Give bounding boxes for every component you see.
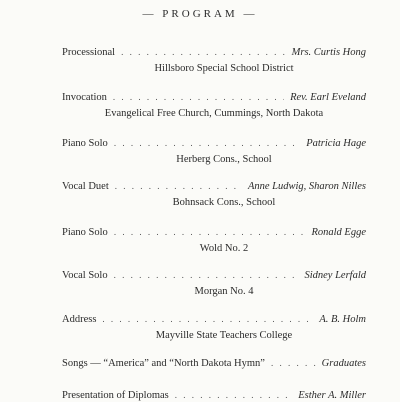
leader-dots (114, 226, 306, 239)
program-entry-diplomas (62, 389, 366, 402)
entry-performer: Anne Ludwig, Sharon Nilles (247, 181, 366, 192)
program-entry-invocation (62, 91, 366, 120)
program-entry-address (62, 313, 366, 342)
leader-dots (175, 389, 293, 402)
entry-performer: Sidney Lerfald (304, 270, 366, 281)
entry-label: Invocation (62, 92, 107, 103)
leader-dots (271, 357, 316, 370)
entry-affiliation: Hillsboro Special School District (154, 63, 294, 74)
program-entry-piano-solo-1 (62, 137, 366, 166)
program-entry-vocal-solo (62, 269, 366, 298)
entry-affiliation: Herberg Cons., School (176, 154, 272, 165)
entry-performer: Mrs. Curtis Hong (291, 47, 366, 58)
entry-label: Presentation of Diplomas (62, 390, 169, 401)
leader-dots (115, 180, 242, 193)
entry-performer: A. B. Holm (319, 314, 366, 325)
leader-dots (113, 91, 284, 104)
entry-label: Piano Solo (62, 138, 108, 149)
entry-label: Address (62, 314, 97, 325)
page-title: — PROGRAM — (142, 8, 258, 20)
entry-label: Vocal Duet (62, 181, 109, 192)
entry-performer: Patricia Hage (306, 138, 366, 149)
program-entry-vocal-duet (62, 180, 366, 209)
entry-affiliation: Wold No. 2 (199, 243, 249, 254)
entry-affiliation: Bohnsack Cons., School (172, 197, 276, 208)
leader-dots (114, 269, 299, 282)
leader-dots (114, 137, 300, 150)
entry-affiliation: Mayville State Teachers College (155, 330, 293, 341)
entry-performer: Ronald Egge (311, 227, 366, 238)
entry-label: Songs — “America” and “North Dakota Hymn” (62, 358, 265, 369)
entry-performer: Esther A. Miller (298, 390, 366, 401)
leader-dots (102, 313, 313, 326)
entry-label: Vocal Solo (62, 270, 108, 281)
entry-performer: Rev. Earl Eveland (290, 92, 366, 103)
program-entry-songs (62, 357, 366, 370)
program-entry-piano-solo-2 (62, 226, 366, 255)
entry-affiliation: Evangelical Free Church, Cummings, North Dakota (104, 108, 324, 119)
leader-dots (121, 46, 286, 59)
entry-affiliation: Morgan No. 4 (194, 286, 254, 297)
entry-label: Processional (62, 47, 116, 58)
program-entry-processional (62, 46, 366, 75)
entry-label: Piano Solo (62, 227, 108, 238)
entry-performer: Graduates (321, 358, 366, 369)
